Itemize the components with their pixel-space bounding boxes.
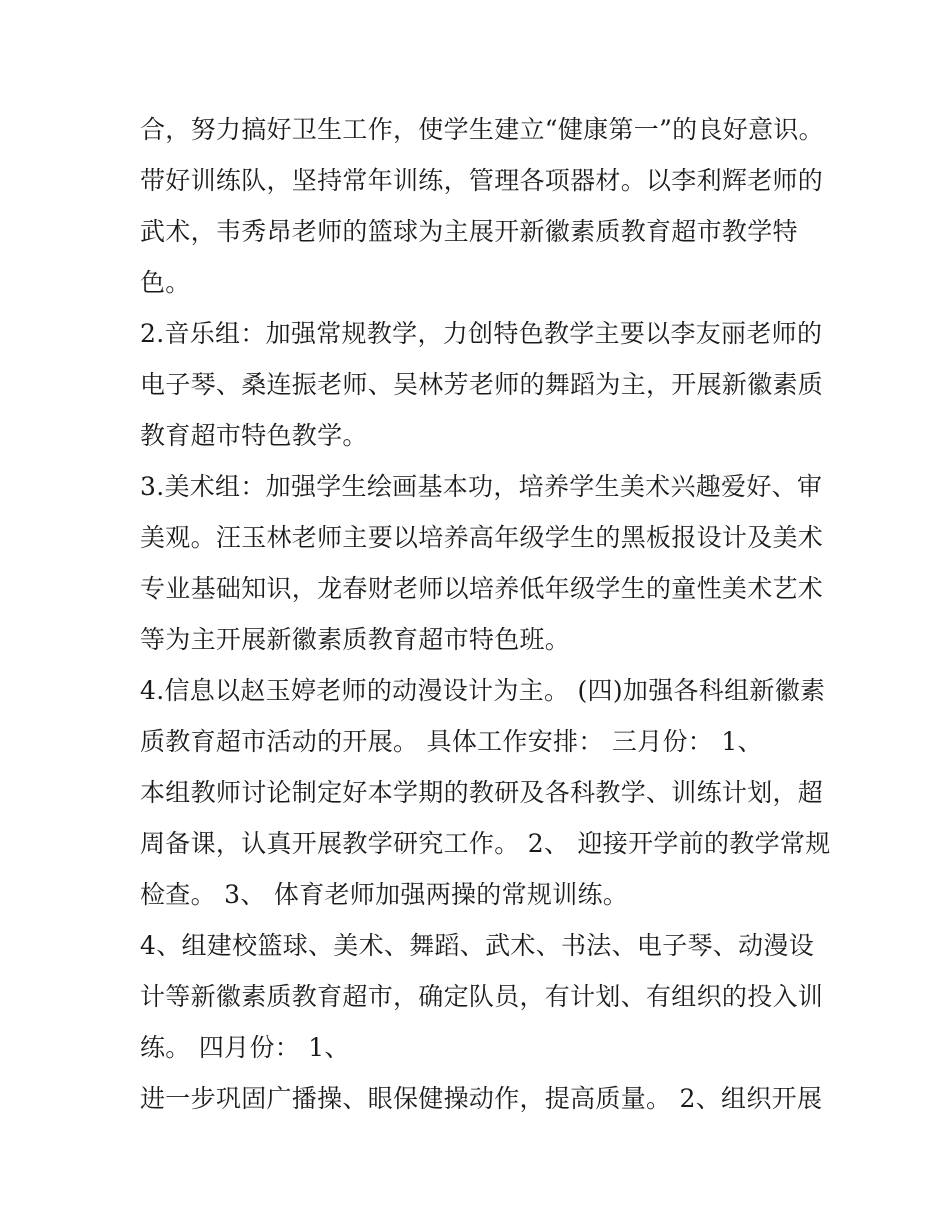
text-line: 2.音乐组：加强常规教学，力创特色教学主要以李友丽老师的 (140, 319, 823, 348)
text-line: 质教育超市活动的开展。 具体工作安排： 三月份： 1、 (140, 727, 763, 756)
text-line: 进一步巩固广播操、眼保健操动作，提高质量。 2、组织开展 (140, 1084, 823, 1113)
text-line: 4.信息以赵玉婷老师的动漫设计为主。 (四)加强各科组新徽素 (140, 676, 826, 705)
text-line: 专业基础知识，龙春财老师以培养低年级学生的童性美术艺术 (140, 574, 824, 603)
text-line: 等为主开展新徽素质教育超市特色班。 (140, 625, 571, 654)
text-line: 教育超市特色教学。 (140, 421, 368, 450)
text-line: 3.美术组：加强学生绘画基本功，培养学生美术兴趣爱好、审 (140, 472, 823, 501)
text-line: 4、组建校篮球、美术、舞蹈、武术、书法、电子琴、动漫设 (140, 931, 815, 960)
text-line: 检查。 3、 体育老师加强两操的常规训练。 (140, 880, 629, 909)
text-line: 练。 四月份： 1、 (140, 1033, 350, 1062)
text-line: 美观。汪玉林老师主要以培养高年级学生的黑板报设计及美术 (140, 523, 824, 552)
text-line: 计等新徽素质教育超市，确定队员，有计划、有组织的投入训 (140, 982, 824, 1011)
text-line: 本组教师讨论制定好本学期的教研及各科教学、训练计划，超 (140, 778, 824, 807)
text-line: 电子琴、桑连振老师、吴林芳老师的舞蹈为主，开展新徽素质 (140, 370, 824, 399)
text-line: 武术，韦秀昂老师的篮球为主展开新徽素质教育超市教学特 (140, 217, 798, 246)
text-line: 色。 (140, 268, 191, 297)
body-text (140, 104, 831, 1124)
text-line: 周备课，认真开展教学研究工作。 2、 迎接开学前的教学常规 (140, 829, 831, 858)
text-line: 合，努力搞好卫生工作，使学生建立“健康第一”的良好意识。 (140, 115, 824, 144)
text-line: 带好训练队，坚持常年训练，管理各项器材。以李利辉老师的 (140, 166, 824, 195)
